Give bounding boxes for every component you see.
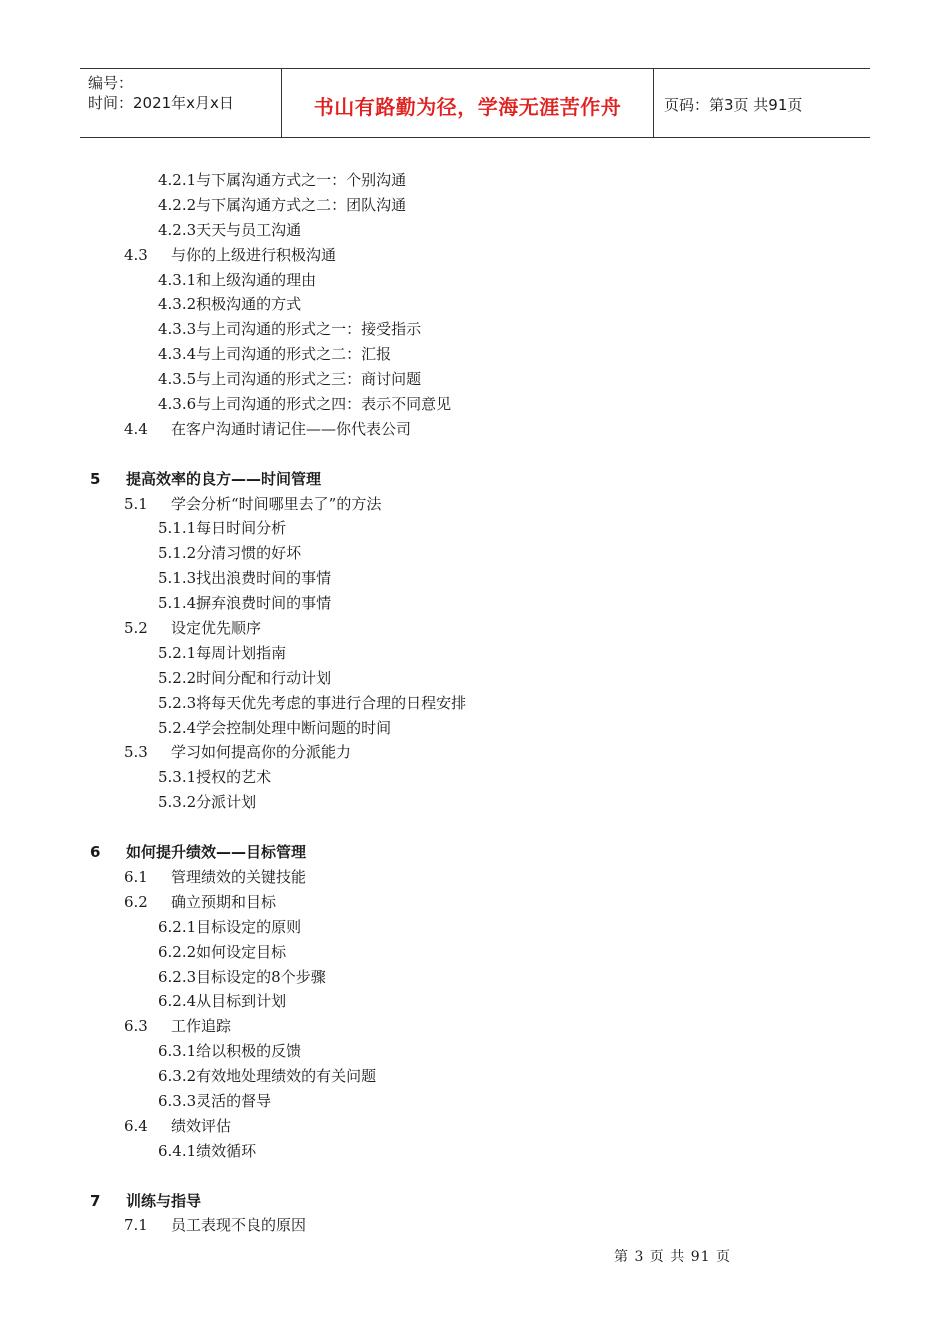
toc-number: 7 [90, 1191, 101, 1210]
toc-subsection [0, 1064, 950, 1089]
toc-number: 4.2.3 [158, 220, 197, 239]
toc-number: 6.3.2 [158, 1067, 197, 1086]
toc-number: 6.1 [124, 867, 148, 886]
toc-number: 5.1.4 [158, 594, 197, 613]
toc-section [0, 417, 950, 442]
toc-title: 与你的上级进行积极沟通 [171, 245, 337, 264]
toc-title: 将每天优先考虑的事进行合理的日程安排 [196, 693, 467, 712]
toc-number: 5.2.4 [158, 718, 197, 737]
toc-title: 灵活的督导 [196, 1091, 272, 1110]
toc-spacer [0, 1164, 950, 1189]
toc-title: 授权的艺术 [196, 768, 272, 787]
toc-number: 5.2.1 [158, 643, 197, 662]
toc-number: 6.4.1 [158, 1141, 197, 1160]
toc-number: 4.4 [124, 419, 148, 438]
toc-title: 与上司沟通的形式之四：表示不同意见 [196, 395, 452, 414]
toc-number: 6.4 [124, 1116, 148, 1135]
header-meta [80, 69, 282, 137]
toc-subsection [0, 367, 950, 392]
toc-title: 如何提升绩效——目标管理 [126, 843, 307, 862]
toc-number: 6.3 [124, 1017, 148, 1036]
toc-number: 4.3.4 [158, 345, 197, 364]
toc-title: 目标设定的8个步骤 [196, 967, 326, 986]
toc-title: 分清习惯的好坏 [196, 544, 302, 563]
toc-title: 工作追踪 [171, 1017, 232, 1036]
toc-title: 提高效率的良方——时间管理 [126, 469, 322, 488]
toc-section [0, 740, 950, 765]
toc-subsection [0, 292, 950, 317]
toc-subsection [0, 641, 950, 666]
toc-title: 管理绩效的关键技能 [171, 867, 307, 886]
toc-title: 员工表现不良的原因 [171, 1216, 307, 1235]
toc-title: 摒弃浪费时间的事情 [196, 594, 332, 613]
toc-title: 每周计划指南 [196, 643, 287, 662]
toc-number: 5.1 [124, 494, 148, 513]
toc-title: 学习如何提高你的分派能力 [171, 743, 352, 762]
toc-title: 与上司沟通的形式之三：商讨问题 [196, 370, 422, 389]
toc-subsection [0, 965, 950, 990]
toc-number: 4.3.3 [158, 320, 197, 339]
toc-title: 确立预期和目标 [171, 892, 277, 911]
toc-spacer [0, 815, 950, 840]
toc-number: 6.2.4 [158, 992, 197, 1011]
toc-subsection [0, 268, 950, 293]
toc-title: 训练与指导 [126, 1191, 202, 1210]
toc-title: 分派计划 [196, 793, 257, 812]
toc-title: 与下属沟通方式之一：个别沟通 [196, 171, 407, 189]
toc-title: 天天与员工沟通 [196, 220, 302, 239]
toc-number: 7.1 [124, 1216, 148, 1235]
toc-subsection [0, 392, 950, 417]
toc-subsection [0, 915, 950, 940]
toc-subsection [0, 765, 950, 790]
toc-subsection [0, 1089, 950, 1114]
toc-subsection [0, 691, 950, 716]
toc-number: 4.2.2 [158, 195, 197, 214]
toc-title: 从目标到计划 [196, 992, 287, 1011]
toc-subsection [0, 591, 950, 616]
toc-title: 每日时间分析 [196, 519, 287, 538]
toc-subsection [0, 666, 950, 691]
toc-section [0, 1014, 950, 1039]
toc-subsection [0, 989, 950, 1014]
toc-title: 与下属沟通方式之二：团队沟通 [196, 195, 407, 214]
toc-number: 5.3.2 [158, 793, 197, 812]
toc-title: 有效地处理绩效的有关问题 [196, 1067, 377, 1086]
toc-number: 6.2 [124, 892, 148, 911]
toc-number: 5.1.1 [158, 519, 197, 538]
toc-subsection [0, 541, 950, 566]
toc-title: 与上司沟通的形式之一：接受指示 [196, 320, 422, 339]
toc-number: 6.2.2 [158, 942, 197, 961]
toc-number: 6.2.1 [158, 917, 197, 936]
toc-number: 5.2 [124, 619, 148, 638]
toc-subsection [0, 940, 950, 965]
toc-number: 4.2.1 [158, 171, 197, 189]
toc-number: 6.2.3 [158, 967, 197, 986]
toc-spacer [0, 442, 950, 467]
toc-number: 6.3.3 [158, 1091, 197, 1110]
toc-title: 时间分配和行动计划 [196, 668, 332, 687]
document-time-label: 时间：2021年x月x日 [88, 94, 234, 112]
toc-subsection [0, 1039, 950, 1064]
toc-number: 5.2.2 [158, 668, 197, 687]
toc-number: 5.3 [124, 743, 148, 762]
toc-title: 积极沟通的方式 [196, 295, 302, 314]
toc-subsection [0, 168, 950, 193]
toc-number: 5.1.2 [158, 544, 197, 563]
toc-title: 绩效评估 [171, 1116, 232, 1135]
toc-number: 4.3.2 [158, 295, 197, 314]
toc-title: 如何设定目标 [196, 942, 287, 961]
toc-number: 5.1.3 [158, 569, 197, 588]
toc-section [0, 616, 950, 641]
toc-section [0, 890, 950, 915]
toc-subsection [0, 516, 950, 541]
toc-number: 4.3.6 [158, 395, 197, 414]
table-of-contents [0, 168, 950, 1238]
toc-title: 学会控制处理中断问题的时间 [196, 718, 392, 737]
toc-title: 绩效循环 [196, 1141, 257, 1160]
toc-subsection [0, 790, 950, 815]
toc-number: 6.3.1 [158, 1042, 197, 1061]
toc-subsection [0, 1139, 950, 1164]
header-page-label: 页码：第3页 共91页 [664, 95, 803, 114]
toc-title: 在客户沟通时请记住——你代表公司 [171, 419, 412, 438]
toc-title: 给以积极的反馈 [196, 1042, 302, 1061]
toc-section [0, 1114, 950, 1139]
toc-title: 目标设定的原则 [196, 917, 302, 936]
toc-number: 4.3.1 [158, 270, 197, 289]
toc-subsection [0, 716, 950, 741]
toc-number: 5.2.3 [158, 693, 197, 712]
toc-number: 6 [90, 843, 101, 862]
toc-title: 设定优先顺序 [171, 619, 262, 638]
toc-subsection [0, 317, 950, 342]
toc-chapter [0, 1189, 950, 1214]
toc-chapter [0, 840, 950, 865]
toc-section [0, 243, 950, 268]
toc-section [0, 1213, 950, 1238]
header-motto: 书山有路勤为径，学海无涯苦作舟 [282, 69, 654, 137]
page-footer: 第 3 页 共 91 页 [614, 1249, 731, 1265]
toc-number: 4.3 [124, 245, 148, 264]
toc-title: 找出浪费时间的事情 [196, 569, 332, 588]
toc-title: 学会分析“时间哪里去了”的方法 [171, 494, 382, 513]
document-number-label: 编号： [88, 74, 134, 92]
toc-subsection [0, 193, 950, 218]
toc-chapter [0, 467, 950, 492]
toc-section [0, 492, 950, 517]
toc-subsection [0, 342, 950, 367]
toc-number: 5 [90, 469, 101, 488]
toc-number: 5.3.1 [158, 768, 197, 787]
toc-title: 与上司沟通的形式之二：汇报 [196, 345, 392, 364]
toc-title: 和上级沟通的理由 [196, 270, 317, 289]
toc-subsection [0, 566, 950, 591]
toc-subsection [0, 218, 950, 243]
toc-section [0, 865, 950, 890]
toc-number: 4.3.5 [158, 370, 197, 389]
page-header [80, 68, 870, 138]
